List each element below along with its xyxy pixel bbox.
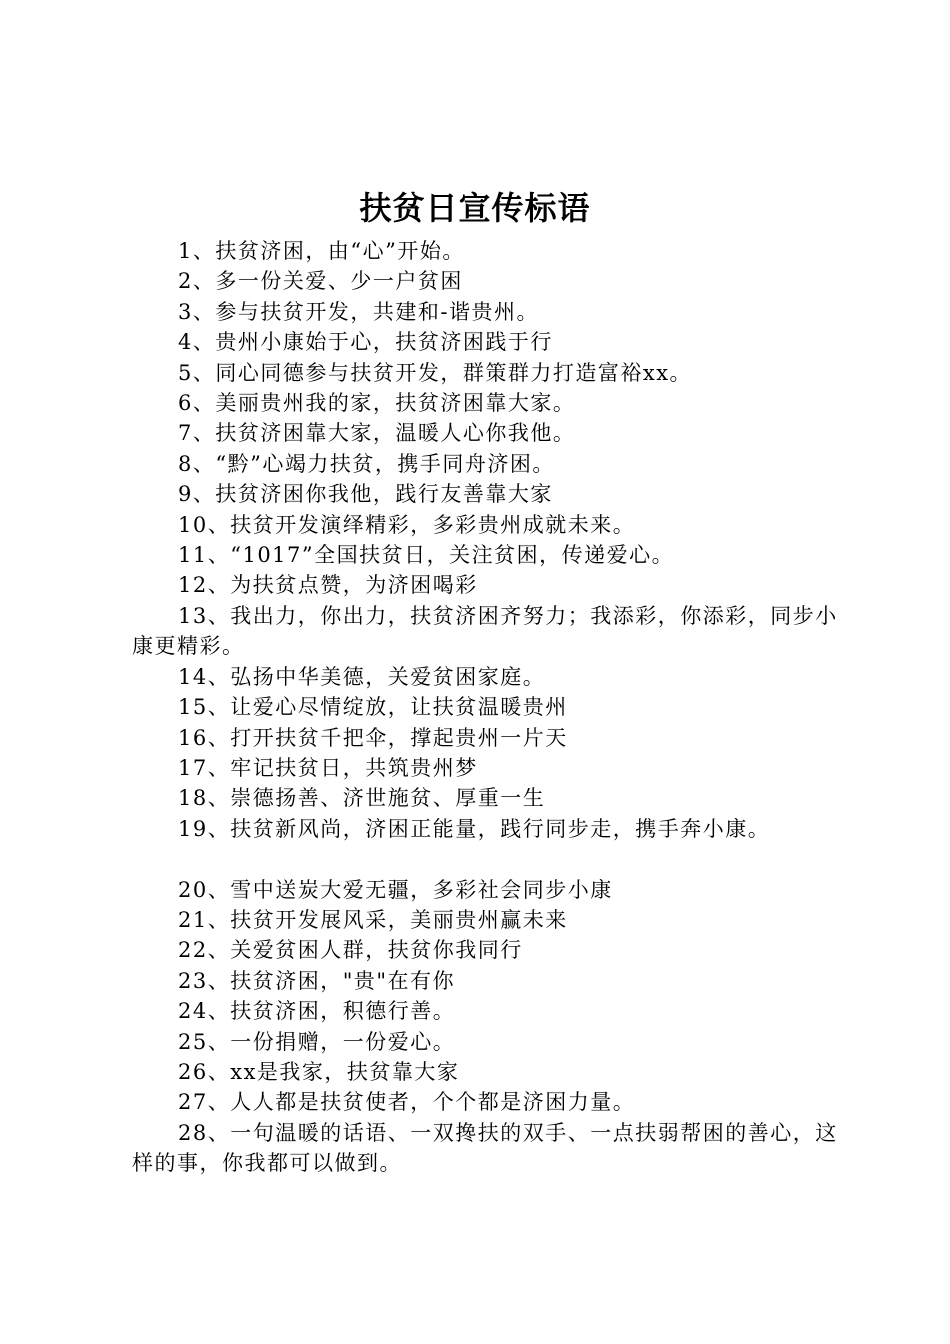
slogan-item: 24、扶贫济困，积德行善。 [178,999,456,1024]
slogan-item: 12、为扶贫点赞，为济困喝彩 [178,573,478,598]
slogan-item: 25、一份捐赠，一份爱心。 [178,1029,456,1054]
slogan-item: 22、关爱贫困人群，扶贫你我同行 [178,938,523,963]
slogan-item: 17、牢记扶贫日，共筑贵州梦 [178,755,478,780]
slogan-item: 7、扶贫济困靠大家，温暖人心你我他。 [178,421,576,446]
slogan-item: 16、打开扶贫千把伞，撑起贵州一片天 [178,725,568,750]
document-title: 扶贫日宣传标语 [359,189,591,227]
slogan-item: 10、扶贫开发演绎精彩，多彩贵州成就未来。 [178,512,636,537]
slogan-item: 8、“黔”心竭力扶贫，携手同舟济困。 [178,451,555,476]
slogan-item: 20、雪中送炭大爱无疆，多彩社会同步小康 [178,877,613,902]
slogan-item: 4、贵州小康始于心，扶贫济困践于行 [178,330,553,355]
slogan-item: 15、让爱心尽情绽放，让扶贫温暖贵州 [178,695,568,720]
slogan-item: 11、“1017”全国扶贫日，关注贫困，传递爱心。 [178,543,675,568]
slogan-item: 5、同心同德参与扶贫开发，群策群力打造富裕xx。 [178,360,693,385]
slogan-item: 27、人人都是扶贫使者，个个都是济困力量。 [178,1090,636,1115]
slogan-item: 21、扶贫开发展风采，美丽贵州赢未来 [178,907,568,932]
slogan-item: 3、参与扶贫开发，共建和-谐贵州。 [178,299,539,324]
slogan-item: 2、多一份关爱、少一户贫困 [178,269,463,294]
slogan-item: 6、美丽贵州我的家，扶贫济困靠大家。 [178,391,576,416]
slogan-list [132,236,852,1179]
slogan-item: 1、扶贫济困，由“心”开始。 [178,239,465,263]
slogan-item: 26、xx是我家，扶贫靠大家 [178,1059,460,1084]
slogan-item: 14、弘扬中华美德，关爱贫困家庭。 [178,664,546,689]
slogan-item: 9、扶贫济困你我他，践行友善靠大家 [178,482,553,507]
slogan-item: 13、我出力，你出力，扶贫济困齐努力；我添彩，你添彩，同步小康更精彩。 [132,603,838,659]
slogan-item: 23、扶贫济困，"贵"在有你 [178,968,456,993]
slogan-item: 18、崇德扬善、济世施贫、厚重一生 [178,786,546,811]
slogan-item: 28、一句温暖的话语、一双搀扶的双手、一点扶弱帮困的善心，这样的事，你我都可以做到。 [132,1120,838,1176]
slogan-item: 19、扶贫新风尚，济困正能量，践行同步走，携手奔小康。 [178,816,771,841]
